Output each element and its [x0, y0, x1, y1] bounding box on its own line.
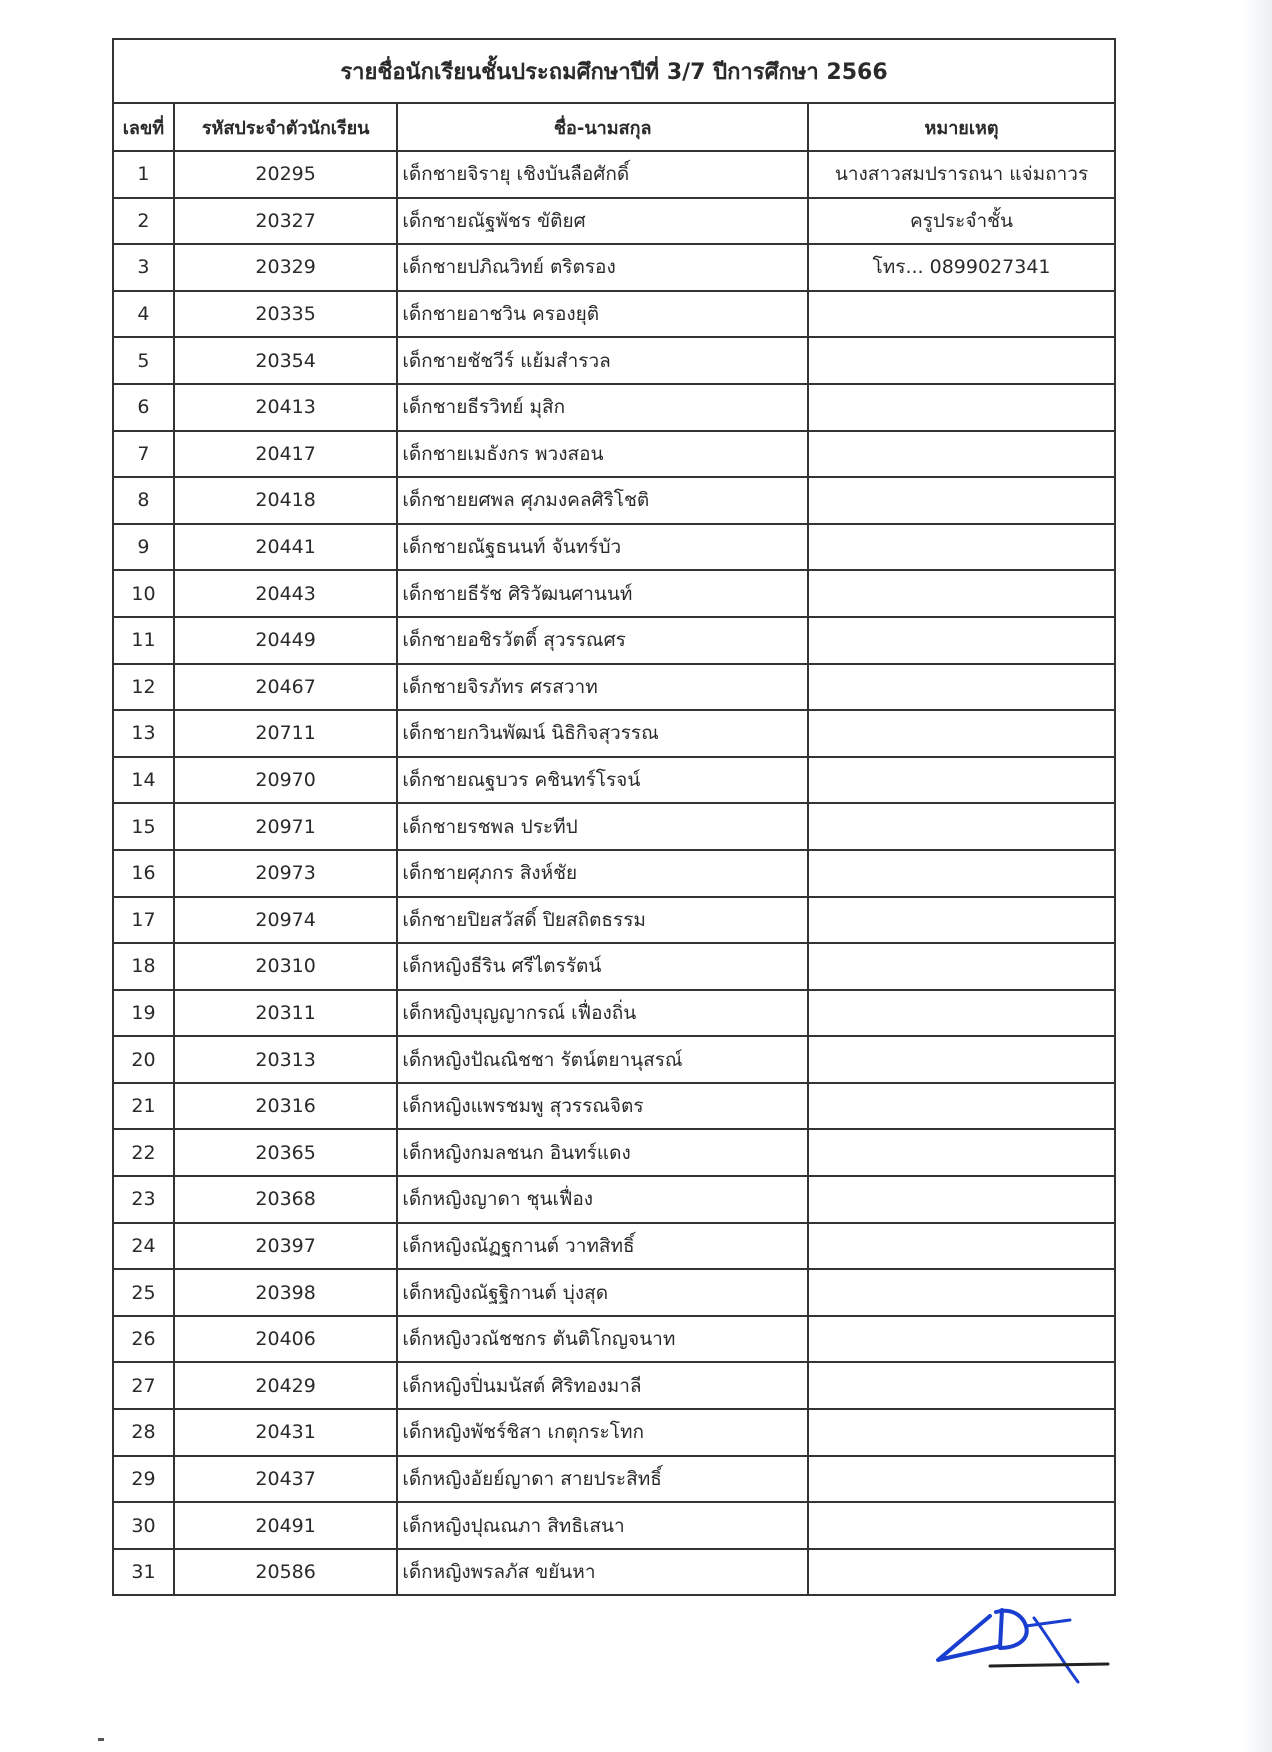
row-student-id: 20295 [174, 151, 397, 198]
table-row [113, 1083, 1115, 1130]
row-student-name: เด็กหญิงณัฐฐิกานต์ บุ่งสุด [397, 1269, 808, 1316]
table-row [113, 1269, 1115, 1316]
row-number: 12 [113, 664, 174, 711]
row-note [808, 1083, 1115, 1130]
row-student-id: 20586 [174, 1549, 397, 1596]
table-row [113, 291, 1115, 338]
table-row [113, 710, 1115, 757]
row-note [808, 1409, 1115, 1456]
row-student-id: 20316 [174, 1083, 397, 1130]
row-student-id: 20973 [174, 850, 397, 897]
row-number: 1 [113, 151, 174, 198]
table-row [113, 337, 1115, 384]
table-row [113, 1549, 1115, 1596]
row-number: 7 [113, 431, 174, 478]
row-student-id: 20974 [174, 897, 397, 944]
row-student-name: เด็กชายเมธังกร พวงสอน [397, 431, 808, 478]
table-row [113, 524, 1115, 571]
table-row [113, 664, 1115, 711]
header-note: หมายเหตุ [808, 103, 1115, 151]
row-student-name: เด็กชายอาชวิน ครองยุติ [397, 291, 808, 338]
row-note [808, 1549, 1115, 1596]
row-note [808, 897, 1115, 944]
header-no: เลขที่ [113, 103, 174, 151]
table-row [113, 943, 1115, 990]
row-note [808, 570, 1115, 617]
row-number: 17 [113, 897, 174, 944]
header-student-id: รหัสประจำตัวนักเรียน [174, 103, 397, 151]
row-student-id: 20313 [174, 1036, 397, 1083]
row-student-name: เด็กชายณฐบวร คชินทร์โรจน์ [397, 757, 808, 804]
header-name: ชื่อ-นามสกุล [397, 103, 808, 151]
row-student-id: 20491 [174, 1502, 397, 1549]
row-note: นางสาวสมปรารถนา แจ่มถาวร [808, 151, 1115, 198]
row-student-id: 20365 [174, 1129, 397, 1176]
row-student-name: เด็กชายยศพล ศุภมงคลศิริโชติ [397, 477, 808, 524]
row-number: 4 [113, 291, 174, 338]
row-note [808, 384, 1115, 431]
table-row [113, 1223, 1115, 1270]
row-student-name: เด็กหญิงแพรชมพู สุวรรณจิตร [397, 1083, 808, 1130]
row-student-name: เด็กชายชัชวีร์ แย้มสำรวล [397, 337, 808, 384]
row-note [808, 1176, 1115, 1223]
page-title: รายชื่อนักเรียนชั้นประถมศึกษาปีที่ 3/7 ปีการศึกษา 2566 [113, 39, 1115, 103]
row-note [808, 990, 1115, 1037]
row-number: 29 [113, 1456, 174, 1503]
row-number: 19 [113, 990, 174, 1037]
row-note [808, 1456, 1115, 1503]
row-student-name: เด็กชายจิรายุ เชิงบันลือศักดิ์ [397, 151, 808, 198]
table-row [113, 850, 1115, 897]
row-student-name: เด็กหญิงณัฏฐกานต์ วาทสิทธิ์ [397, 1223, 808, 1270]
row-student-id: 20418 [174, 477, 397, 524]
row-number: 23 [113, 1176, 174, 1223]
row-number: 3 [113, 244, 174, 291]
table-row [113, 803, 1115, 850]
table-row [113, 1176, 1115, 1223]
row-student-id: 20971 [174, 803, 397, 850]
table-row [113, 477, 1115, 524]
table-row [113, 1316, 1115, 1363]
row-student-name: เด็กชายจิรภัทร ศรสวาท [397, 664, 808, 711]
row-student-name: เด็กชายณัฐพัชร ขัติยศ [397, 198, 808, 245]
row-student-name: เด็กชายอชิรวัตติ์ สุวรรณศร [397, 617, 808, 664]
row-student-id: 20335 [174, 291, 397, 338]
row-number: 27 [113, 1362, 174, 1409]
row-note [808, 1223, 1115, 1270]
row-student-id: 20441 [174, 524, 397, 571]
signature-mark [930, 1596, 1110, 1686]
title-row [113, 39, 1115, 103]
row-note [808, 664, 1115, 711]
row-number: 13 [113, 710, 174, 757]
row-student-name: เด็กชายณัฐธนนท์ จันทร์บัว [397, 524, 808, 571]
row-number: 10 [113, 570, 174, 617]
row-student-id: 20310 [174, 943, 397, 990]
row-number: 28 [113, 1409, 174, 1456]
table-row [113, 1502, 1115, 1549]
row-note [808, 337, 1115, 384]
row-note [808, 477, 1115, 524]
row-number: 30 [113, 1502, 174, 1549]
row-student-name: เด็กหญิงอัยย์ญาดา สายประสิทธิ์ [397, 1456, 808, 1503]
row-student-name: เด็กหญิงกมลชนก อินทร์แดง [397, 1129, 808, 1176]
row-student-name: เด็กหญิงพรลภัส ขยันหา [397, 1549, 808, 1596]
row-note [808, 850, 1115, 897]
row-number: 26 [113, 1316, 174, 1363]
row-student-id: 20437 [174, 1456, 397, 1503]
row-note [808, 1129, 1115, 1176]
table-row [113, 617, 1115, 664]
row-student-name: เด็กชายธีรัช ศิริวัฒนศานนท์ [397, 570, 808, 617]
row-student-id: 20397 [174, 1223, 397, 1270]
row-note [808, 617, 1115, 664]
row-student-name: เด็กหญิงปิ่นมนัสต์ ศิริทองมาลี [397, 1362, 808, 1409]
row-number: 31 [113, 1549, 174, 1596]
row-number: 8 [113, 477, 174, 524]
row-note [808, 710, 1115, 757]
row-student-name: เด็กหญิงปัณณิชชา รัตน์ตยานุสรณ์ [397, 1036, 808, 1083]
student-roster-table [112, 38, 1116, 1596]
table-row [113, 1409, 1115, 1456]
table-row [113, 1362, 1115, 1409]
row-student-id: 20368 [174, 1176, 397, 1223]
row-number: 22 [113, 1129, 174, 1176]
row-student-name: เด็กชายศุภกร สิงห์ชัย [397, 850, 808, 897]
row-number: 18 [113, 943, 174, 990]
row-student-name: เด็กหญิงธีริน ศรีไตรรัตน์ [397, 943, 808, 990]
row-student-id: 20429 [174, 1362, 397, 1409]
row-number: 21 [113, 1083, 174, 1130]
header-row [113, 103, 1115, 151]
row-note [808, 757, 1115, 804]
row-student-id: 20417 [174, 431, 397, 478]
table-row [113, 198, 1115, 245]
row-note [808, 943, 1115, 990]
row-student-id: 20443 [174, 570, 397, 617]
row-student-id: 20398 [174, 1269, 397, 1316]
row-note [808, 1316, 1115, 1363]
row-student-id: 20329 [174, 244, 397, 291]
row-student-id: 20406 [174, 1316, 397, 1363]
table-row [113, 384, 1115, 431]
table-row [113, 1129, 1115, 1176]
row-student-id: 20311 [174, 990, 397, 1037]
row-student-id: 20431 [174, 1409, 397, 1456]
row-note [808, 524, 1115, 571]
table-row [113, 757, 1115, 804]
row-number: 14 [113, 757, 174, 804]
row-student-id: 20449 [174, 617, 397, 664]
scan-speck [98, 1738, 104, 1741]
row-student-id: 20970 [174, 757, 397, 804]
table-row [113, 431, 1115, 478]
row-number: 16 [113, 850, 174, 897]
row-note [808, 1502, 1115, 1549]
scan-page-edge [1242, 0, 1272, 1752]
row-note: โทร... 0899027341 [808, 244, 1115, 291]
row-number: 24 [113, 1223, 174, 1270]
row-number: 15 [113, 803, 174, 850]
row-student-name: เด็กหญิงปุณณภา สิทธิเสนา [397, 1502, 808, 1549]
table-row [113, 244, 1115, 291]
row-student-name: เด็กชายปภิณวิทย์ ตริตรอง [397, 244, 808, 291]
row-student-id: 20711 [174, 710, 397, 757]
table-row [113, 570, 1115, 617]
row-student-name: เด็กหญิงวณัชชกร ตันติโกญจนาท [397, 1316, 808, 1363]
row-note [808, 1269, 1115, 1316]
roster-body [113, 151, 1115, 1595]
row-student-name: เด็กหญิงพัชร์ชิสา เกตุกระโทก [397, 1409, 808, 1456]
row-number: 25 [113, 1269, 174, 1316]
row-number: 5 [113, 337, 174, 384]
row-number: 20 [113, 1036, 174, 1083]
row-number: 6 [113, 384, 174, 431]
row-number: 2 [113, 198, 174, 245]
row-note [808, 1362, 1115, 1409]
table-row [113, 990, 1115, 1037]
row-note [808, 803, 1115, 850]
row-note [808, 431, 1115, 478]
row-number: 9 [113, 524, 174, 571]
row-student-id: 20467 [174, 664, 397, 711]
row-number: 11 [113, 617, 174, 664]
table-row [113, 897, 1115, 944]
row-student-name: เด็กชายกวินพัฒน์ นิธิกิจสุวรรณ [397, 710, 808, 757]
table-row [113, 151, 1115, 198]
row-student-name: เด็กหญิงญาดา ชุนเฟื่อง [397, 1176, 808, 1223]
row-note [808, 1036, 1115, 1083]
row-student-id: 20354 [174, 337, 397, 384]
row-note: ครูประจำชั้น [808, 198, 1115, 245]
row-student-name: เด็กชายธีรวิทย์ มุสิก [397, 384, 808, 431]
table-row [113, 1456, 1115, 1503]
row-student-id: 20327 [174, 198, 397, 245]
row-student-name: เด็กชายปิยสวัสดิ์ ปิยสถิตธรรม [397, 897, 808, 944]
row-student-name: เด็กชายรชพล ประทีป [397, 803, 808, 850]
table-row [113, 1036, 1115, 1083]
row-note [808, 291, 1115, 338]
row-student-id: 20413 [174, 384, 397, 431]
row-student-name: เด็กหญิงบุญญากรณ์ เฟื่องถิ่น [397, 990, 808, 1037]
